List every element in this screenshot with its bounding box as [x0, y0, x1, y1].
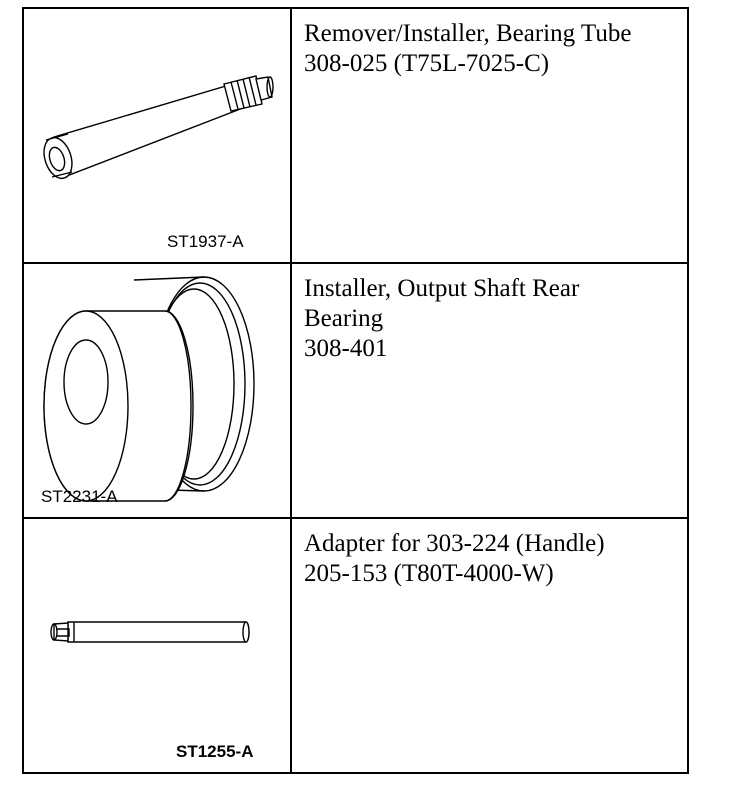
output-shaft-bearing-installer-icon	[24, 264, 290, 519]
handle-adapter-icon	[24, 519, 290, 774]
tool-description-line: Remover/Installer, Bearing Tube	[304, 20, 632, 47]
special-tools-table	[22, 7, 689, 774]
tool-description-cell	[291, 518, 688, 773]
tool-number-line: 308-025 (T75L-7025-C)	[304, 50, 550, 77]
tool-number-line: 205-153 (T80T-4000-W)	[304, 560, 554, 587]
tool-description-cell	[291, 8, 688, 263]
illustration-code: ST2231-A	[41, 487, 118, 506]
tool-illustration-cell	[23, 263, 291, 518]
bearing-tube-remover-installer-icon	[24, 9, 290, 264]
tool-number-line: 308-401	[304, 335, 388, 362]
tool-illustration-cell	[23, 518, 291, 773]
tool-row	[23, 263, 688, 518]
tool-description-line: Adapter for 303-224 (Handle)	[304, 530, 605, 557]
tool-description-line: Installer, Output Shaft Rear	[304, 275, 580, 302]
tool-description-line: Bearing	[304, 305, 384, 332]
tool-illustration-cell	[23, 8, 291, 263]
tool-row	[23, 518, 688, 773]
illustration-code: ST1255-A	[176, 742, 254, 761]
illustration-code: ST1937-A	[167, 232, 244, 251]
tool-description-cell	[291, 263, 688, 518]
tool-row	[23, 8, 688, 263]
